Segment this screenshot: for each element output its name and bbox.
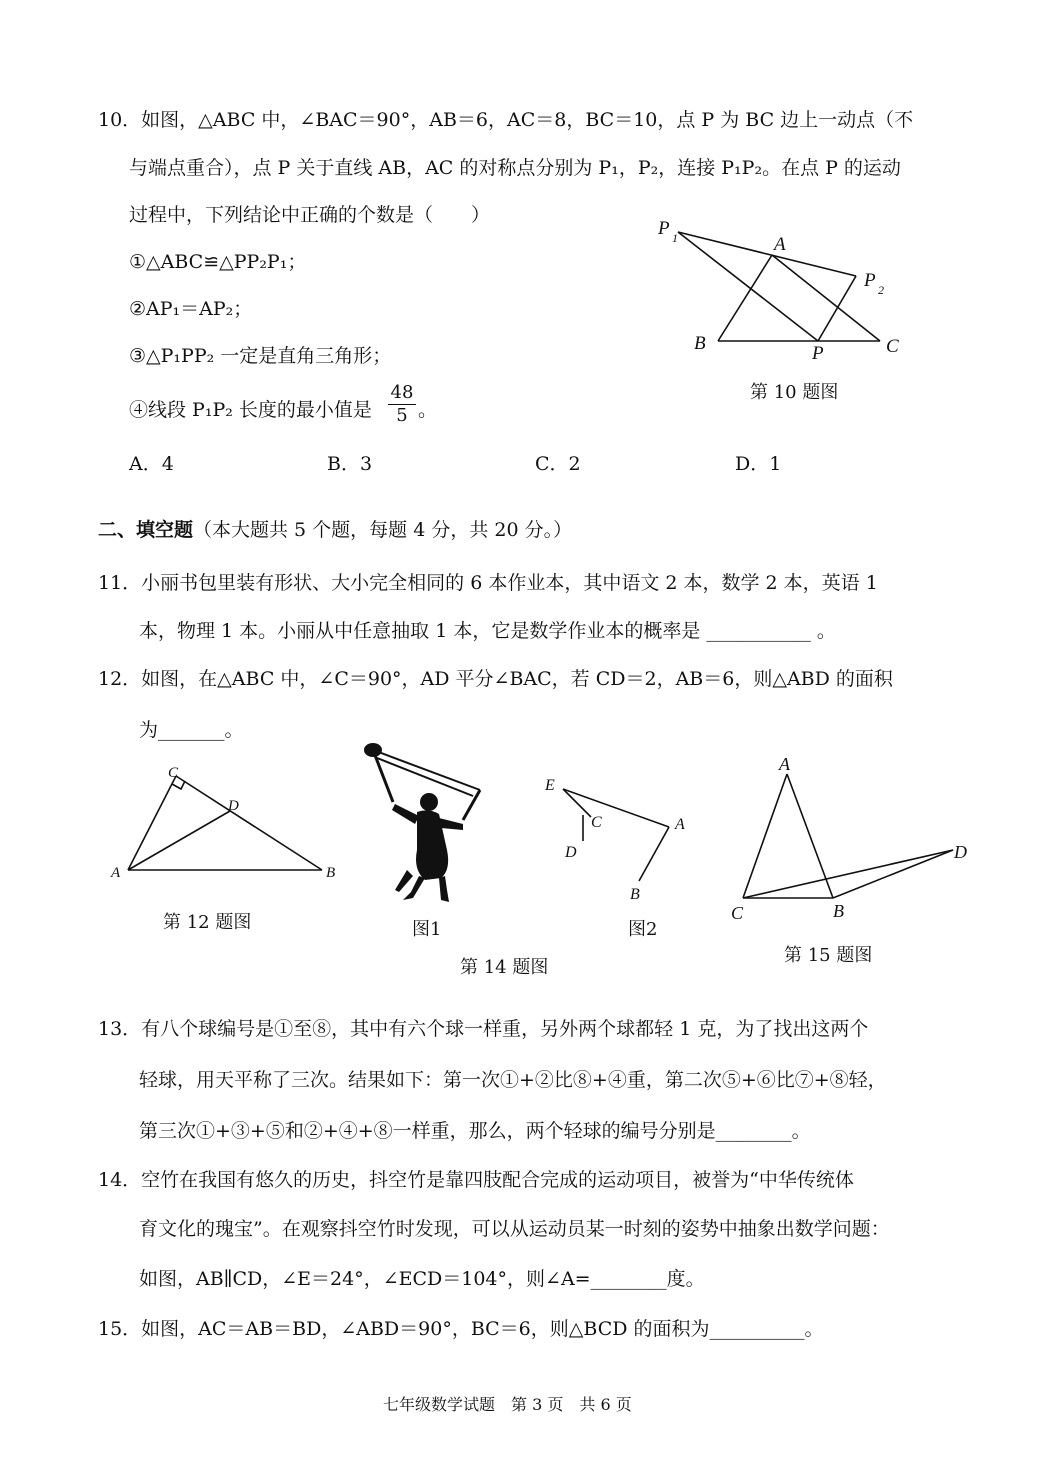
label-b: B: [833, 901, 844, 921]
right-arm: [439, 818, 463, 830]
label-c: C: [591, 814, 602, 831]
q15-figure: [725, 752, 975, 927]
q12-figure-caption: 第 12 题图: [163, 912, 252, 933]
q10-statement-3: ③△P₁PP₂ 一定是直角三角形；: [129, 345, 392, 367]
segment-a-c: [743, 774, 787, 898]
q11-line2: 本，物理 1 本。小丽从中任意抽取 1 本，它是数学作业本的概率是 ___________ 。: [139, 620, 836, 642]
q10-option-c: C．2: [535, 453, 581, 475]
label-a: A: [111, 865, 121, 881]
label-p1: P: [658, 218, 670, 239]
left-arm: [392, 804, 419, 824]
right-angle-mark: [172, 781, 185, 789]
diabolo-string: [373, 750, 480, 790]
segment-a-b: [639, 827, 669, 881]
q14-line1: 14．空竹在我国有悠久的历史，抖空竹是靠四肢配合完成的运动项目，被誉为“中华传统体: [98, 1169, 854, 1191]
label-c: C: [731, 903, 744, 923]
section-2-description: （本大题共 5 个题，每题 4 分，共 20 分。）: [193, 519, 573, 541]
fraction-numerator: 48: [388, 382, 416, 405]
q10-statement-1: ①△ABC≌△PP₂P₁；: [129, 251, 307, 273]
q13-line3: 第三次①+③+⑤和②+④+⑧一样重，那么，两个轻球的编号分别是________。: [139, 1120, 811, 1142]
q14-figure-1-caption: 图1: [412, 919, 442, 940]
q10-statement-4: ④线段 P₁P₂ 长度的最小值是: [129, 399, 372, 421]
label-c: C: [886, 336, 899, 357]
section-2-title: 二、填空题: [98, 519, 194, 541]
label-b: B: [630, 886, 640, 903]
diabolo-string-2: [377, 758, 473, 796]
q14-figure-2-caption: 图2: [628, 919, 658, 940]
back-leg: [395, 870, 413, 892]
q15-figure-caption: 第 15 题图: [784, 945, 873, 966]
q14-line3: 如图，AB∥CD，∠E＝24°，∠ECD＝104°，则∠A=________度。: [139, 1268, 705, 1290]
q13-line1: 13．有八个球编号是①至⑧，其中有六个球一样重，另外两个球都轻 1 克，为了找出这两个: [98, 1018, 869, 1040]
q12-line1: 12．如图，在△ABC 中，∠C＝90°，AD 平分∠BAC，若 CD＝2，AB＝6，则△ABD 的面积: [98, 668, 893, 690]
segment-c-b: [176, 776, 322, 870]
segment-e-a: [563, 789, 669, 827]
q10-option-b: B．3: [327, 453, 373, 475]
label-d: D: [565, 844, 577, 861]
label-a: A: [779, 754, 790, 774]
q10-figure-caption: 第 10 题图: [750, 382, 839, 403]
q10-statement-4-end: 。: [418, 399, 438, 421]
label-d: D: [954, 842, 967, 862]
q14-line2: 育文化的瑰宝”。在观察抖空竹时发现，可以从运动员某一时刻的姿势中抽象出数学问题：: [139, 1218, 890, 1240]
left-stick: [373, 750, 393, 802]
q10-fraction: [388, 382, 416, 427]
q12-line2: 为_______。: [139, 719, 244, 741]
segment-p1-p2: [678, 232, 856, 276]
label-a: A: [774, 234, 786, 255]
label-a: A: [675, 816, 685, 833]
segment-p1-p: [678, 232, 818, 341]
fraction-denominator: 5: [396, 405, 408, 426]
label-b: B: [694, 333, 706, 354]
diabolo-icon: [364, 743, 382, 757]
q14-figure-2: [535, 765, 705, 905]
segment-p2-p: [818, 276, 856, 341]
segment-c-d: [743, 850, 953, 898]
page-footer: 七年级数学试题 第 3 页 共 6 页: [383, 1395, 632, 1414]
q10-option-d: D．1: [735, 453, 782, 475]
q10-statement-2: ②AP₁＝AP₂；: [129, 298, 253, 320]
q10-line2: 与端点重合），点 P 关于直线 AB，AC 的对称点分别为 P₁，P₂，连接 P₁P₂。在点 P 的运动: [129, 157, 901, 179]
q15-line1: 15．如图，AC＝AB＝BD，∠ABD＝90°，BC＝6，则△BCD 的面积为__________。: [98, 1318, 824, 1340]
right-leg: [439, 876, 449, 902]
q11-line1: 11．小丽书包里装有形状、大小完全相同的 6 本作业本，其中语文 2 本，数学 2 本，英语 1: [98, 572, 878, 594]
label-p2-sub: 2: [878, 283, 884, 297]
label-p2: P: [864, 270, 876, 291]
label-e: E: [545, 777, 555, 794]
label-p: P: [812, 343, 824, 360]
q14-figure-caption: 第 14 题图: [460, 957, 549, 978]
q13-line2: 轻球，用天平称了三次。结果如下：第一次①+②比⑧+④重，第二次⑤+⑥比⑦+⑧轻，: [139, 1069, 887, 1091]
label-b: B: [326, 865, 336, 881]
q10-option-a: A．4: [129, 453, 174, 475]
head: [420, 793, 438, 811]
section-2-heading: [98, 518, 572, 542]
label-c: C: [168, 765, 179, 781]
q10-figure: [650, 210, 910, 360]
diabolo-player-silhouette: [364, 743, 480, 902]
q10-line3: 过程中，下列结论中正确的个数是（ ）: [129, 204, 491, 226]
label-d: D: [228, 798, 239, 814]
label-p1-sub: 1: [672, 231, 678, 245]
q10-line1: 10．如图，△ABC 中，∠BAC＝90°，AB＝6，AC＝8，BC＝10，点 P 为 BC 边上一动点（不: [98, 109, 914, 131]
q14-figure-1: [355, 740, 505, 910]
q12-figure: [100, 758, 350, 888]
